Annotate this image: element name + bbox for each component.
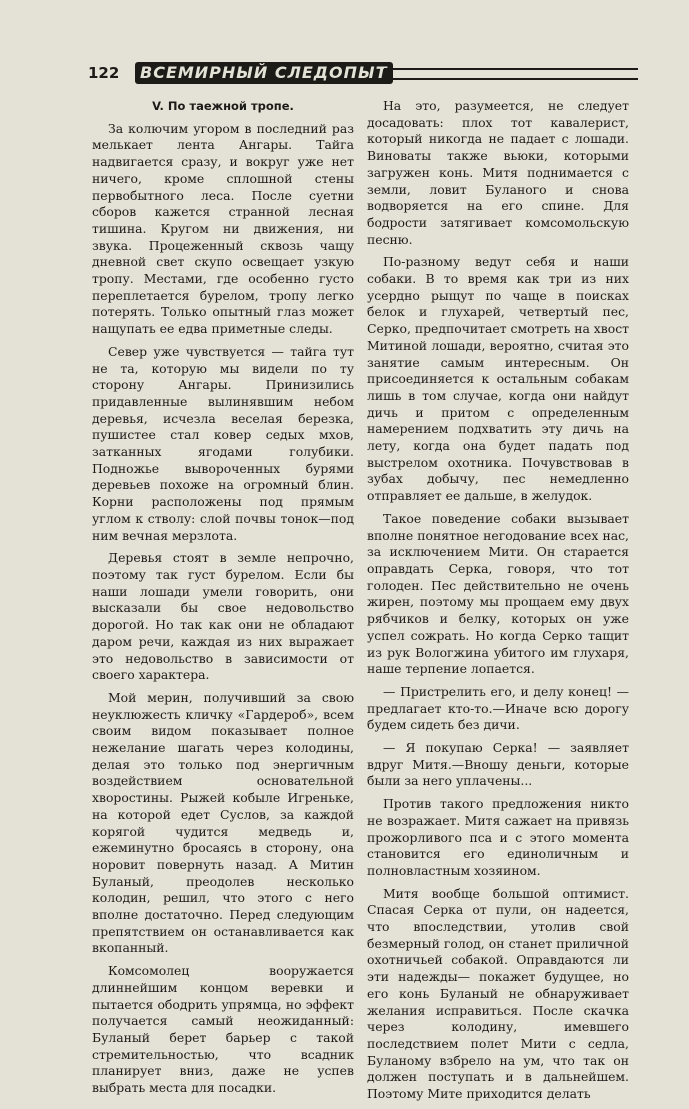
text-column-right: [367, 98, 629, 1109]
paragraph: По-разному ведут себя и наши собаки. В то время как три из них усердно рыщут по чаще в поисках белок и глухарей, четвертый пес, Серко, предпочитает смотреть на хвост Митиной лошади, вероятно, считая это занятие самым интересным. Он присоединяется к остальным собакам лишь в том случае, когда они найдут дичь и притом с определенным намерением подхватить эту дичь на лету, когда она будет падать под выстрелом охотника. Почувствовав в зубах добычу, пес немедленно отправляет ее дальше, в желудок.: [367, 254, 630, 504]
text-column-left: [92, 98, 354, 1103]
paragraph: — Пристрелить его, и делу конец! — предлагает кто-то.—Иначе всю дорогу будем сидеть без дичи.: [367, 683, 629, 733]
section-title: V. По таежной тропе.: [152, 99, 294, 113]
masthead-logo: ВСЕМИРНЫЙ СЛЕДОПЫТ: [135, 62, 393, 84]
paragraph: Мой мерин, получивший за свою неуклюжесть кличку «Гардероб», всем своим видом показывает полное нежелание шагать через колодины, делая это только под энергичным воздействием основательной хворостины. Рыжей кобыле Игреньке, на которой едет Суслов, за каждой корягой чудится медведь и, ежеминутно бросаясь в сторону, она норовит повернуть назад. А Митин Буланый, преодолев несколько колодин, решил, что этого с него вполне достаточно. Перед следующим препятствием он останавливается как вкопанный.: [92, 689, 354, 956]
paragraph: Север уже чувствуется — тайга тут не та, которую мы видели по ту сторону Ангары. Принизились придавленные вылинявшим небом деревья, исчезла веселая березка, пушистее стал ковер седых мхов, затканных ягодами голубики. Подножье вывороченных бурями деревьев похоже на огромный блин. Корни расположены под прямым углом к стволу: слой почвы тонок—под ним вечная мерзлота.: [92, 343, 354, 543]
paragraph: — Я покупаю Серка! — заявляет вдруг Митя.—Вношу деньги, которые были за него уплачены...: [367, 740, 629, 789]
paragraph: Такое поведение собаки вызывает вполне понятное негодование всех нас, за исключением Мити. Он старается оправдать Серка, говоря, что тот голоден. Пес действительно не очень жирен, поэтому мы прощаем ему двух рябчиков и белку, которых он уже успел сожрать. Но когда Серко тащит из рук Вологжина убитого им глухаря, наше терпение лопается.: [367, 510, 629, 677]
page-header: [88, 60, 638, 90]
paragraph: Митя вообще большой оптимист. Спасая Серка от пули, он надеется, что впоследствии, утолив свой безмерный голод, он станет приличной охотничьей собакой. Оправдаются ли эти надежды— покажет будущее, но его конь Буланый не обнаруживает желания исправиться. После скачка через колодину, имевшего последствием полет Мити с седла, Буланому взбрело на ум, что так он должен поступать и в дальнейшем. Поэтому Мите приходится делать: [367, 885, 629, 1102]
paragraph: На это, разумеется, не следует досадовать: плох тот кавалерист, который никогда не падает с лошади. Виноваты также вьюки, которыми загружен конь. Митя поднимается с земли, ловит Буланого и снова водворяется на его спине. Для бодрости затягивает комсомольскую песню.: [367, 98, 629, 247]
paragraph: Деревья стоят в земле непрочно, поэтому так густ бурелом. Если бы наши лошади умели говорить, они высказали бы свое недовольство дорогой. Но так как они не обладают даром речи, каждая из них выражает это недовольство в зависимости от своего характера.: [92, 550, 354, 683]
page-number: 122: [88, 64, 120, 82]
paragraph: Против такого предложения никто не возражает. Митя сажает на привязь прожорливого пса и с этого момента становится его единоличным и полновластным хозяином.: [367, 796, 629, 878]
header-rule: [384, 68, 638, 80]
paragraph: За колючим угором в последний раз мелькает лента Ангары. Тайга надвигается сразу, и вокруг уже нет ничего, кроме сплошной стены первобытного леса. После суетни сборов кажется странной лесная тишина. Кругом ни движения, ни звука. Процеженный сквозь чащу дневной свет скупо освещает узкую тропу. Местами, где особенно густо переплетается бурелом, тропу легко потерять. Только опытный глаз может нащупать ее едва приметные следы.: [92, 120, 354, 337]
paragraph: Комсомолец вооружается длиннейшим концом веревки и пытается ободрить упрямца, но эффект получается самый неожиданный: Буланый берет барьер с такой стремительностью, что всадник планирует вниз, даже не успев выбрать места для посадки.: [92, 963, 354, 1096]
